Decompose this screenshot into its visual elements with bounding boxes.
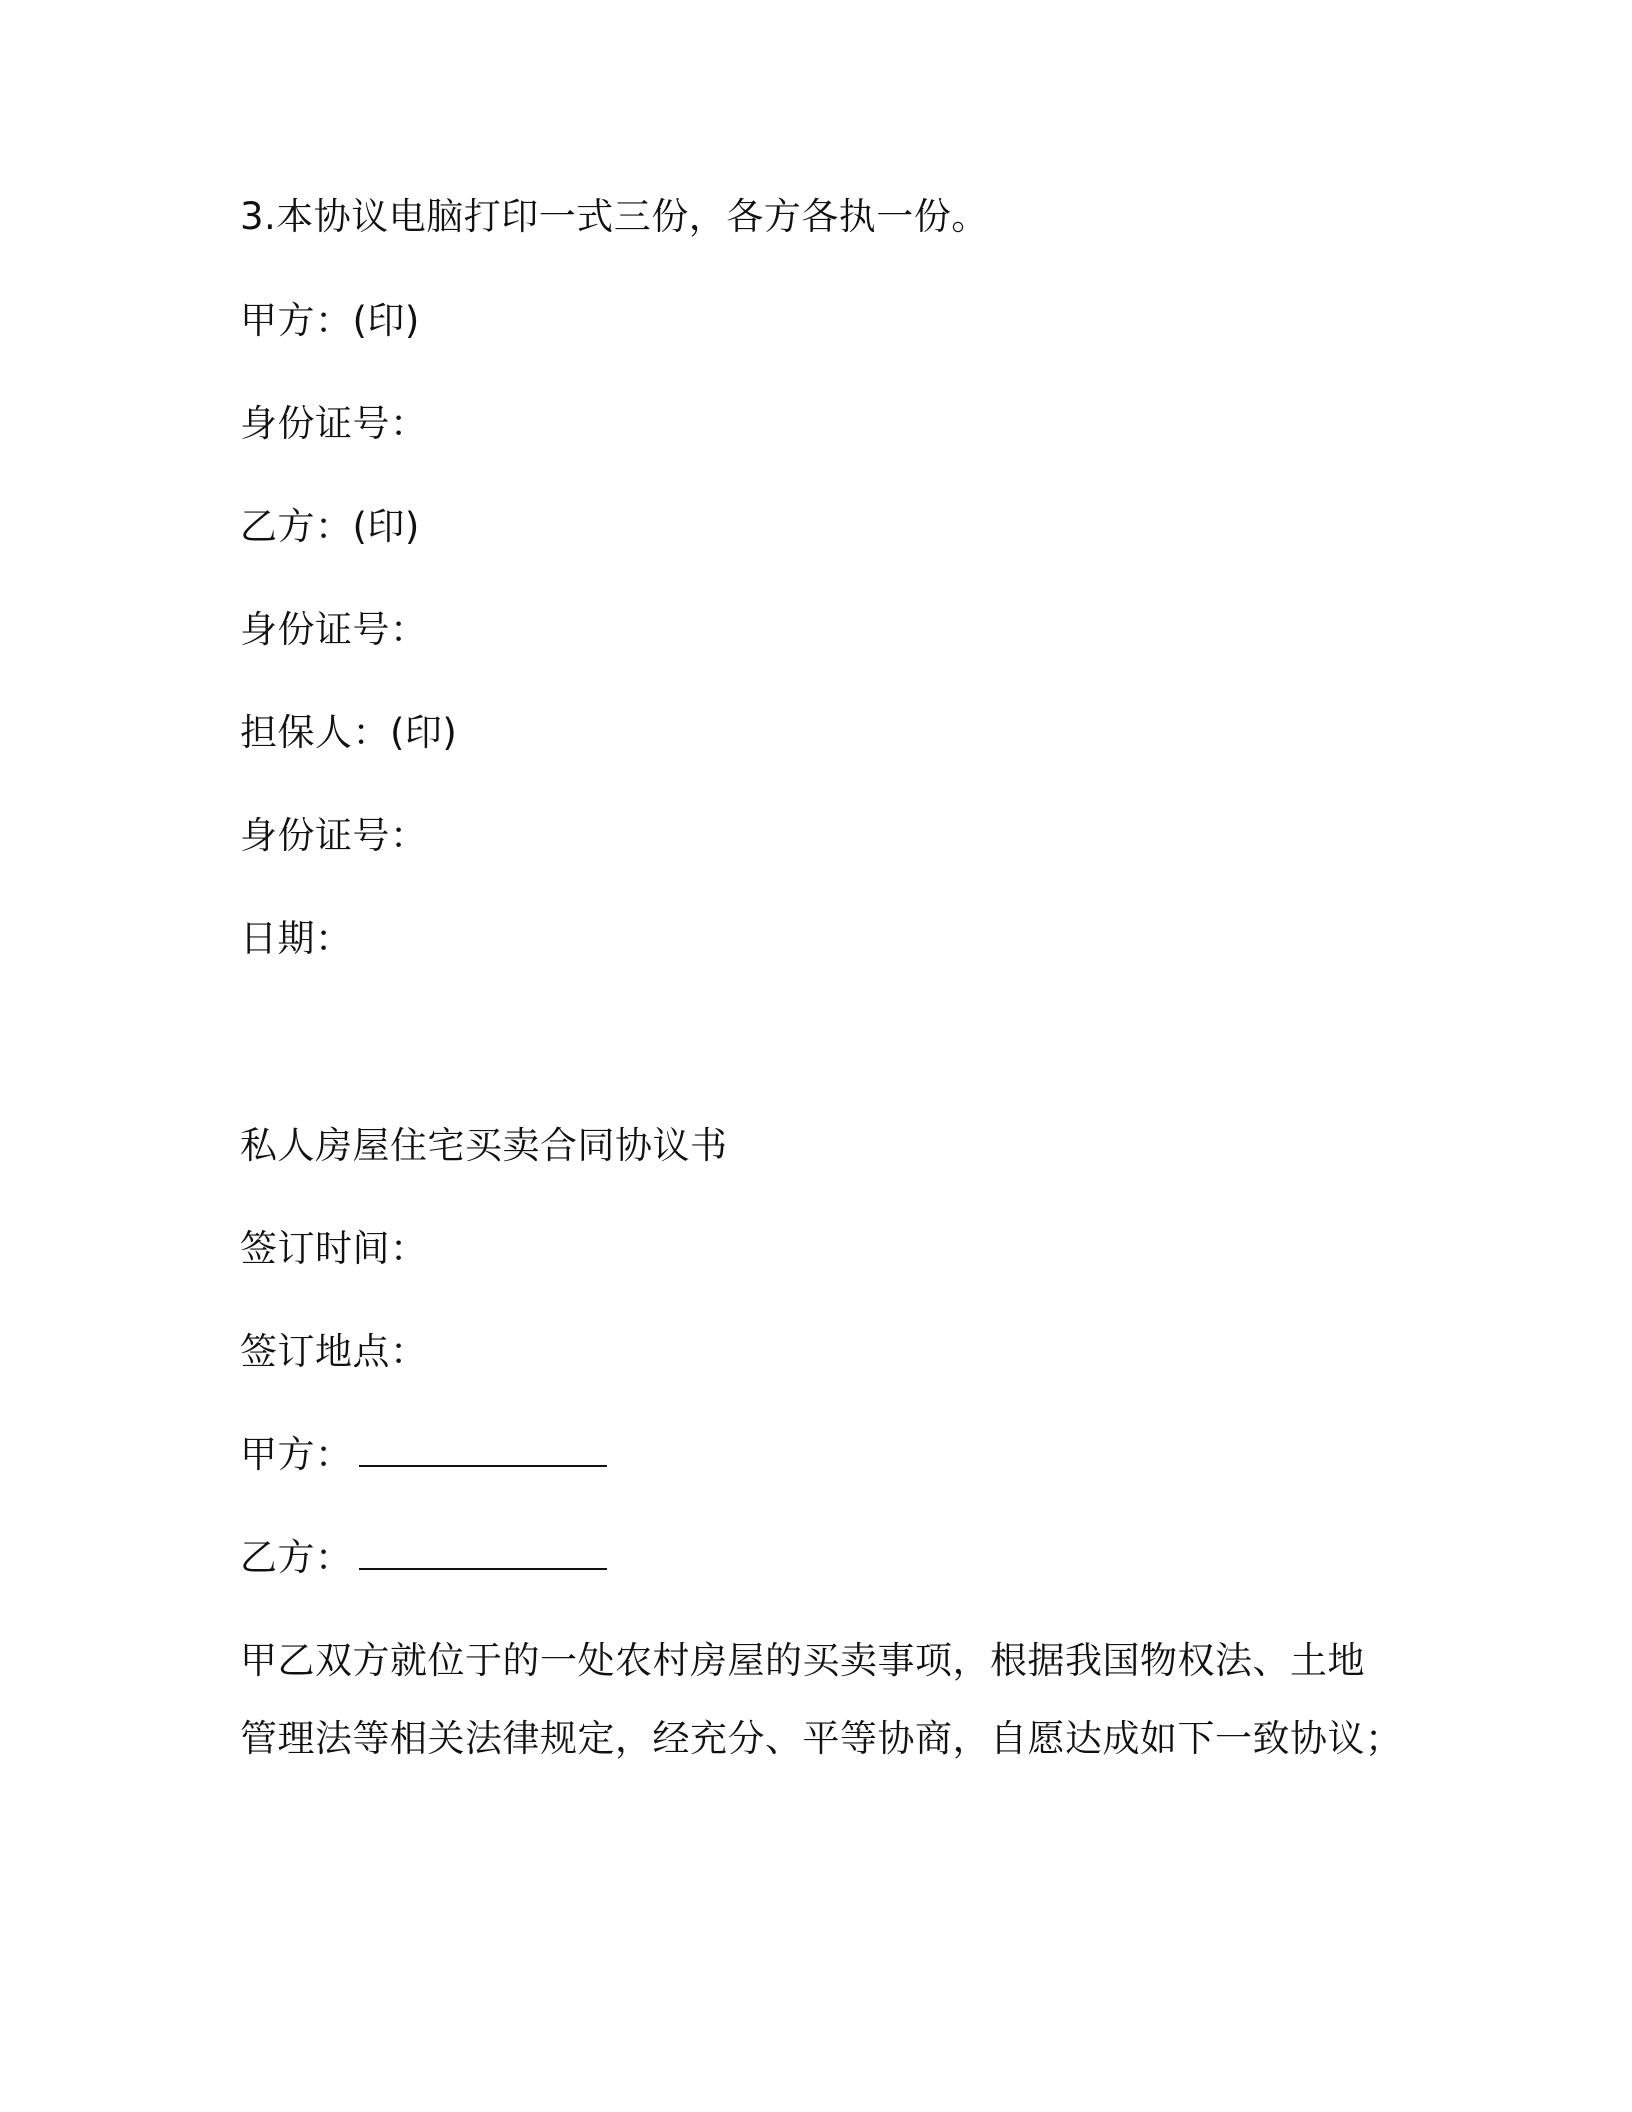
clause-3: 3.本协议电脑打印一式三份，各方各执一份。: [240, 195, 989, 238]
party-a-label: 甲方：: [240, 1433, 353, 1476]
party-a-blank: [359, 1431, 607, 1467]
party-b-id-label: 身份证号：: [240, 608, 428, 651]
body-paragraph-line-2: 管理法等相关法律规定，经充分、平等协商，自愿达成如下一致协议；: [240, 1717, 1403, 1760]
guarantor-seal-label: 担保人：(印): [240, 711, 458, 754]
party-a-id-label: 身份证号：: [240, 402, 428, 445]
party-b-seal-label: 乙方：(印): [240, 505, 420, 548]
contract-title: 私人房屋住宅买卖合同协议书: [240, 1124, 728, 1167]
party-b-label: 乙方：: [240, 1536, 353, 1579]
sign-time-label: 签订时间：: [240, 1227, 428, 1270]
party-a-seal-label: 甲方：(印): [240, 299, 420, 342]
party-b-blank: [359, 1534, 607, 1570]
guarantor-id-label: 身份证号：: [240, 814, 428, 857]
body-paragraph-line-1: 甲乙双方就位于的一处农村房屋的买卖事项，根据我国物权法、土地: [240, 1639, 1365, 1682]
sign-place-label: 签订地点：: [240, 1330, 428, 1373]
party-b-line: [240, 1533, 607, 1583]
date-label: 日期：: [240, 917, 353, 960]
party-a-line: [240, 1430, 607, 1480]
